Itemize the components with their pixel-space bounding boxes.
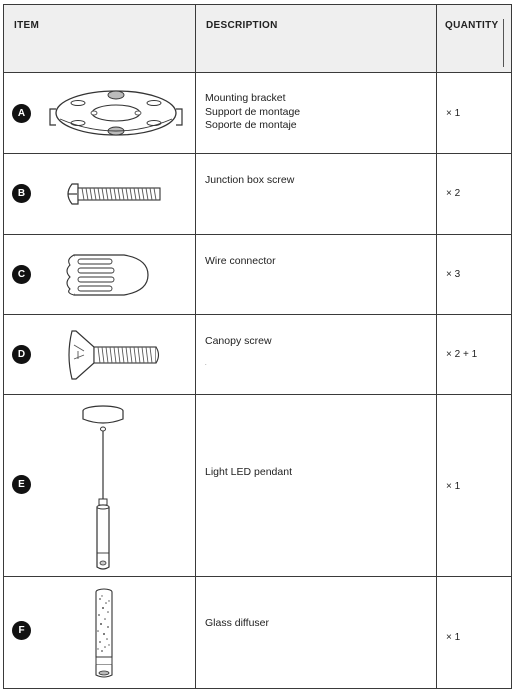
quantity-text: × 2	[446, 188, 461, 199]
header-description: DESCRIPTION	[206, 20, 278, 31]
header-description-cell	[196, 5, 437, 72]
quantity-cell	[437, 577, 511, 688]
table-row	[4, 315, 511, 395]
quantity-cell	[437, 235, 511, 314]
description-cell	[196, 395, 437, 576]
table-row	[4, 73, 511, 154]
item-cell	[4, 73, 196, 153]
junction-box-screw-icon	[64, 180, 164, 208]
description-cell	[196, 315, 437, 394]
quantity-cell	[437, 73, 511, 153]
item-letter-badge: C	[12, 265, 31, 284]
item-letter-badge: D	[12, 345, 31, 364]
quantity-text: × 1	[446, 108, 461, 119]
header-divider	[503, 19, 504, 67]
description-cell	[196, 154, 437, 234]
description-cell	[196, 73, 437, 153]
description-text: Junction box screw	[205, 174, 295, 186]
item-letter-badge: A	[12, 104, 31, 123]
glass-diffuser-icon	[92, 587, 116, 681]
item-letter-badge: E	[12, 475, 31, 494]
quantity-text: × 2 + 1	[446, 349, 478, 360]
header-quantity-cell	[437, 5, 511, 72]
item-cell	[4, 395, 196, 576]
table-header	[4, 5, 511, 73]
header-item: ITEM	[14, 20, 40, 31]
mounting-bracket-icon	[46, 81, 186, 145]
canopy-screw-icon	[66, 327, 162, 383]
header-quantity: QUANTITY	[445, 20, 499, 31]
description-cell	[196, 577, 437, 688]
description-text: Canopy screw	[205, 335, 272, 347]
item-cell	[4, 577, 196, 688]
parts-table	[3, 4, 512, 689]
quantity-text: × 1	[446, 481, 461, 492]
item-cell	[4, 154, 196, 234]
table-row	[4, 577, 511, 688]
table-row	[4, 154, 511, 235]
quantity-cell	[437, 154, 511, 234]
pendant-light-icon	[80, 403, 126, 573]
quantity-cell	[437, 395, 511, 576]
wire-connector-icon	[62, 247, 152, 303]
quantity-text: × 3	[446, 269, 461, 280]
description-cell	[196, 235, 437, 314]
stray-mark: .	[205, 361, 207, 367]
table-row	[4, 395, 511, 577]
quantity-text: × 1	[446, 632, 461, 643]
description-text: Glass diffuser	[205, 617, 269, 629]
description-text: Light LED pendant	[205, 466, 292, 478]
item-letter-badge: F	[12, 621, 31, 640]
item-letter-badge: B	[12, 184, 31, 203]
item-cell	[4, 235, 196, 314]
table-row	[4, 235, 511, 315]
description-text: Mounting bracket Support de montage Soporte de montaje	[205, 92, 301, 131]
header-item-cell	[4, 5, 196, 72]
description-text: Wire connector	[205, 255, 276, 267]
quantity-cell	[437, 315, 511, 394]
item-cell	[4, 315, 196, 394]
